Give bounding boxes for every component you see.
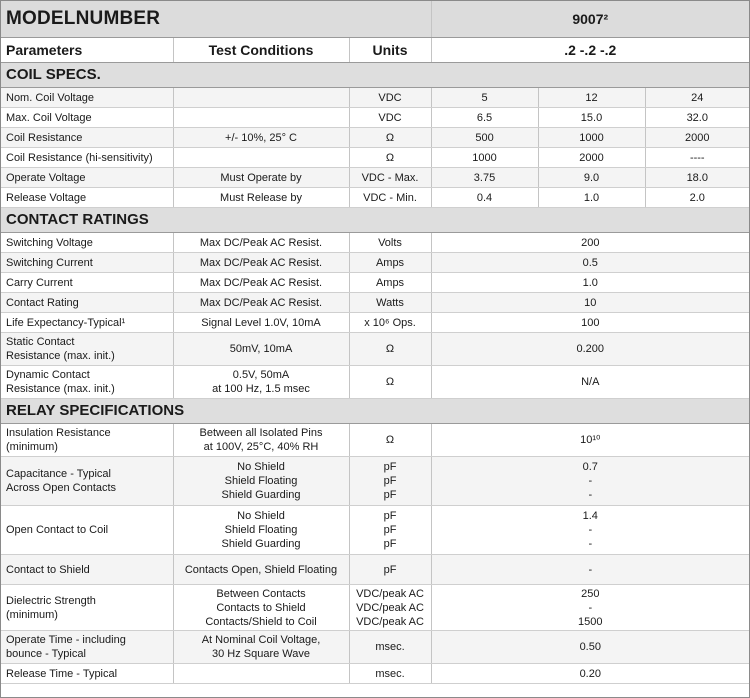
table-row xyxy=(1,188,749,208)
unit-cell xyxy=(349,273,431,293)
table-row xyxy=(1,585,749,631)
section-title: RELAY SPECIFICATIONS xyxy=(1,399,749,424)
model-number-label: MODELNUMBER xyxy=(1,1,431,38)
value-cell-v1-line: 1000 xyxy=(472,151,497,164)
condition-cell xyxy=(173,333,349,366)
value-cell xyxy=(431,631,749,664)
param-cell-line: Open Contact to Coil xyxy=(6,524,109,536)
value-cell xyxy=(431,273,749,293)
table-row xyxy=(1,233,749,253)
param-cell-line: Capacitance - Typical xyxy=(6,468,111,480)
value-cell-line: N/A xyxy=(581,376,600,388)
value-cell-v3-line: ---- xyxy=(689,151,705,164)
param-cell-line: Switching Current xyxy=(6,256,93,269)
table-row xyxy=(1,128,749,148)
table-row xyxy=(1,253,749,273)
value-cell-line: 1500 xyxy=(578,615,603,628)
unit-cell-line: VDC - Min. xyxy=(363,191,417,204)
value-cell-v3 xyxy=(645,188,749,208)
section-header-relay-specifications xyxy=(1,399,749,424)
condition-cell-line: Shield Guarding xyxy=(221,538,301,550)
param-cell-line: Contact Rating xyxy=(6,296,79,309)
value-cell-line: - xyxy=(588,475,593,487)
unit-cell xyxy=(349,188,431,208)
value-cell-line: 10 xyxy=(584,296,597,309)
param-cell-line: Dielectric Strength xyxy=(6,594,96,607)
value-cell-v3 xyxy=(645,148,749,168)
param-cell xyxy=(1,585,173,631)
unit-cell xyxy=(349,333,431,366)
condition-cell-line: 30 Hz Square Wave xyxy=(211,648,311,660)
value-cell xyxy=(431,293,749,313)
condition-cell-line: at 100 Hz, 1.5 msec xyxy=(212,383,310,395)
unit-cell xyxy=(349,88,431,108)
param-cell-line: Dynamic Contact xyxy=(6,369,90,381)
value-cell-line: - xyxy=(588,538,593,550)
param-cell-line: Coil Resistance xyxy=(6,131,83,144)
value-cell-v2 xyxy=(538,148,645,168)
condition-cell-line: Contacts/Shield to Coil xyxy=(205,615,317,628)
param-cell xyxy=(1,128,173,148)
param-cell-line: Nom. Coil Voltage xyxy=(6,91,95,104)
unit-cell-line: VDC - Max. xyxy=(361,171,419,184)
param-cell xyxy=(1,366,173,399)
value-cell-v2-line: 2000 xyxy=(579,151,604,164)
unit-cell xyxy=(349,506,431,555)
unit-cell-line: Ω xyxy=(385,343,395,355)
table-row xyxy=(1,424,749,457)
value-cell xyxy=(431,664,749,684)
value-cell-line: 0.50 xyxy=(579,641,601,653)
value-cell-line: 250 xyxy=(581,587,600,600)
param-cell xyxy=(1,664,173,684)
unit-cell-line: VDC xyxy=(378,91,402,104)
col-header-test-conditions: Test Conditions xyxy=(173,38,349,63)
param-cell-line: Across Open Contacts xyxy=(6,482,117,494)
condition-cell-line xyxy=(178,111,345,125)
condition-cell-line: Max DC/Peak AC Resist. xyxy=(199,296,323,309)
value-cell-v2-line: 1.0 xyxy=(583,191,600,204)
spec-table xyxy=(1,1,749,684)
value-cell-v2-line: 1000 xyxy=(579,131,604,144)
param-cell xyxy=(1,424,173,457)
value-cell-v1 xyxy=(431,148,538,168)
param-cell-line: Contact to Shield xyxy=(6,563,90,576)
column-header-row xyxy=(1,38,749,63)
param-cell-line: bounce - Typical xyxy=(6,648,86,660)
table-row xyxy=(1,313,749,333)
param-cell xyxy=(1,631,173,664)
param-cell-line: (minimum) xyxy=(6,441,58,453)
param-cell xyxy=(1,273,173,293)
param-cell xyxy=(1,333,173,366)
condition-cell xyxy=(173,88,349,108)
value-cell-line: 10¹⁰ xyxy=(580,434,601,446)
condition-cell xyxy=(173,631,349,664)
param-cell-line: Operate Time - including xyxy=(6,634,126,646)
value-cell-v3-line: 2000 xyxy=(685,131,710,144)
col-header-parameters: Parameters xyxy=(1,38,173,63)
param-cell-line: Switching Voltage xyxy=(6,236,93,249)
value-cell-line: 0.5 xyxy=(582,256,598,269)
model-number-value: 9007² xyxy=(431,1,749,38)
value-cell-v1-line: 0.4 xyxy=(476,191,493,204)
unit-cell-line: pF xyxy=(383,563,397,576)
value-cell-v2 xyxy=(538,128,645,148)
unit-cell xyxy=(349,664,431,684)
unit-cell-line: Ω xyxy=(385,434,395,446)
value-cell-v3 xyxy=(645,108,749,128)
unit-cell-line: VDC/peak AC xyxy=(356,615,424,628)
table-row xyxy=(1,273,749,293)
value-cell xyxy=(431,555,749,585)
value-cell-v2-line: 15.0 xyxy=(580,111,603,124)
unit-cell-line: VDC xyxy=(378,111,402,124)
value-cell xyxy=(431,313,749,333)
section-header-contact-ratings xyxy=(1,208,749,233)
unit-cell-line: Volts xyxy=(378,236,402,249)
condition-cell xyxy=(173,293,349,313)
value-cell-v3-line: 32.0 xyxy=(686,111,708,124)
condition-cell-line: Shield Floating xyxy=(224,475,298,487)
value-cell-v1 xyxy=(431,88,538,108)
unit-cell-line: Amps xyxy=(375,256,405,269)
condition-cell xyxy=(173,555,349,585)
unit-cell xyxy=(349,148,431,168)
param-cell xyxy=(1,313,173,333)
condition-cell-line: +/- 10%, 25° C xyxy=(225,131,297,144)
value-cell-line: 1.0 xyxy=(582,276,598,289)
condition-cell-line: Shield Guarding xyxy=(221,489,301,501)
value-cell-line: 1.4 xyxy=(582,510,598,522)
param-cell xyxy=(1,168,173,188)
condition-cell xyxy=(173,457,349,506)
param-cell xyxy=(1,108,173,128)
condition-cell xyxy=(173,188,349,208)
value-cell-v2 xyxy=(538,108,645,128)
value-cell-v3 xyxy=(645,168,749,188)
condition-cell-line: Contacts Open, Shield Floating xyxy=(184,563,338,576)
value-cell-v1-line: 6.5 xyxy=(476,111,493,124)
table-row xyxy=(1,333,749,366)
unit-cell-line: Ω xyxy=(385,131,395,144)
param-cell-line: Operate Voltage xyxy=(6,171,86,184)
condition-cell xyxy=(173,313,349,333)
table-row xyxy=(1,664,749,684)
table-row xyxy=(1,168,749,188)
param-cell-line: (minimum) xyxy=(6,608,58,621)
table-row xyxy=(1,506,749,555)
unit-cell xyxy=(349,293,431,313)
condition-cell xyxy=(173,253,349,273)
value-cell-line: 200 xyxy=(581,236,600,249)
value-cell-v3-line: 18.0 xyxy=(686,171,708,184)
param-cell-line: Release Voltage xyxy=(6,191,87,204)
unit-cell xyxy=(349,555,431,585)
condition-cell-line: 50mV, 10mA xyxy=(229,343,293,355)
condition-cell xyxy=(173,273,349,293)
value-cell xyxy=(431,457,749,506)
unit-cell-line: msec. xyxy=(375,641,405,653)
unit-cell xyxy=(349,253,431,273)
table-row xyxy=(1,148,749,168)
table-row xyxy=(1,555,749,585)
value-cell-v3-line: 24 xyxy=(691,91,704,104)
value-cell-v2 xyxy=(538,188,645,208)
condition-cell-line: 0.5V, 50mA xyxy=(232,369,290,381)
param-cell xyxy=(1,506,173,555)
condition-cell-line: Contacts to Shield xyxy=(216,601,306,614)
value-cell-line: 0.200 xyxy=(576,343,605,355)
condition-cell xyxy=(173,168,349,188)
value-cell-v2-line: 9.0 xyxy=(583,171,600,184)
unit-cell xyxy=(349,108,431,128)
table-row xyxy=(1,108,749,128)
condition-cell-line: Signal Level 1.0V, 10mA xyxy=(201,316,321,329)
param-cell xyxy=(1,233,173,253)
section-header-coil-specs xyxy=(1,63,749,88)
param-cell xyxy=(1,148,173,168)
table-row xyxy=(1,457,749,506)
value-cell xyxy=(431,585,749,631)
param-cell-line: Resistance (max. init.) xyxy=(6,350,115,362)
condition-cell-line: Max DC/Peak AC Resist. xyxy=(199,256,323,269)
unit-cell-line: Watts xyxy=(376,296,404,309)
param-cell-line: Life Expectancy-Typical¹ xyxy=(6,316,126,329)
unit-cell-line: pF xyxy=(383,475,397,487)
section-title: CONTACT RATINGS xyxy=(1,208,749,233)
value-cell xyxy=(431,333,749,366)
col-header-units: Units xyxy=(349,38,431,63)
condition-cell-line: Must Operate by xyxy=(220,171,302,184)
param-cell xyxy=(1,293,173,313)
condition-cell xyxy=(173,366,349,399)
table-row xyxy=(1,293,749,313)
table-row xyxy=(1,88,749,108)
param-cell-line: Coil Resistance (hi-sensitivity) xyxy=(6,151,153,164)
unit-cell-line: msec. xyxy=(375,667,405,680)
param-cell xyxy=(1,555,173,585)
unit-cell xyxy=(349,168,431,188)
condition-cell xyxy=(173,664,349,684)
value-cell-v2 xyxy=(538,88,645,108)
unit-cell-line: Ω xyxy=(385,376,395,388)
condition-cell xyxy=(173,128,349,148)
value-cell-v1 xyxy=(431,108,538,128)
value-cell-v1 xyxy=(431,128,538,148)
section-title: COIL SPECS. xyxy=(1,63,749,88)
value-cell xyxy=(431,424,749,457)
unit-cell xyxy=(349,424,431,457)
value-cell xyxy=(431,506,749,555)
value-cell-line: 0.7 xyxy=(582,461,598,473)
condition-cell-line: No Shield xyxy=(237,510,285,522)
value-cell xyxy=(431,233,749,253)
value-cell-v2 xyxy=(538,168,645,188)
param-cell xyxy=(1,253,173,273)
condition-cell xyxy=(173,424,349,457)
param-cell xyxy=(1,457,173,506)
unit-cell-line: pF xyxy=(383,510,397,522)
unit-cell xyxy=(349,313,431,333)
param-cell-line: Max. Coil Voltage xyxy=(6,111,92,124)
condition-cell xyxy=(173,585,349,631)
value-cell-v1-line: 3.75 xyxy=(473,171,496,184)
unit-cell xyxy=(349,631,431,664)
unit-cell-line: pF xyxy=(383,489,397,501)
table-row xyxy=(1,366,749,399)
unit-cell-line: pF xyxy=(383,538,397,550)
value-cell-v2-line: 12 xyxy=(585,91,598,104)
value-cell-v3-line: 2.0 xyxy=(689,191,705,204)
condition-cell-line: Shield Floating xyxy=(224,524,298,536)
value-cell-line: 0.20 xyxy=(579,667,601,680)
param-cell-line: Static Contact xyxy=(6,336,75,348)
condition-cell-line: No Shield xyxy=(237,461,285,473)
param-cell-line: Release Time - Typical xyxy=(6,667,118,680)
param-cell xyxy=(1,88,173,108)
unit-cell xyxy=(349,585,431,631)
unit-cell xyxy=(349,457,431,506)
param-cell-line: Insulation Resistance xyxy=(6,427,111,439)
value-cell-line: - xyxy=(588,563,593,576)
value-cell-line: - xyxy=(588,601,593,614)
value-cell-line: - xyxy=(588,524,593,536)
unit-cell xyxy=(349,366,431,399)
value-cell-v1-line: 5 xyxy=(481,91,488,104)
unit-cell-line: VDC/peak AC xyxy=(356,587,424,600)
condition-cell-line: at 100V, 25°C, 40% RH xyxy=(203,441,319,453)
value-cell-v3 xyxy=(645,128,749,148)
value-cell-v1 xyxy=(431,188,538,208)
condition-cell-line: Must Release by xyxy=(220,191,302,204)
value-cell-v1 xyxy=(431,168,538,188)
condition-cell-line: Between all Isolated Pins xyxy=(199,427,323,439)
param-cell-line: Carry Current xyxy=(6,276,73,289)
condition-cell-line: At Nominal Coil Voltage, xyxy=(201,634,321,646)
value-cell-v1-line: 500 xyxy=(475,131,494,144)
param-cell xyxy=(1,188,173,208)
condition-cell-line: Max DC/Peak AC Resist. xyxy=(199,276,323,289)
unit-cell-line: VDC/peak AC xyxy=(356,601,424,614)
condition-cell xyxy=(173,108,349,128)
condition-cell-line: Between Contacts xyxy=(216,587,306,600)
condition-cell xyxy=(173,233,349,253)
model-header-row xyxy=(1,1,749,38)
unit-cell xyxy=(349,233,431,253)
unit-cell-line: Amps xyxy=(375,276,405,289)
condition-cell-line: Max DC/Peak AC Resist. xyxy=(199,236,323,249)
value-cell xyxy=(431,366,749,399)
unit-cell-line: x 10⁶ Ops. xyxy=(364,316,416,329)
value-cell-v3 xyxy=(645,88,749,108)
condition-cell-line xyxy=(178,91,345,105)
unit-cell-line: pF xyxy=(383,524,397,536)
unit-cell xyxy=(349,128,431,148)
table-row xyxy=(1,631,749,664)
param-cell-line: Resistance (max. init.) xyxy=(6,383,115,395)
unit-cell-line: pF xyxy=(383,461,397,473)
value-cell xyxy=(431,253,749,273)
condition-cell-line xyxy=(178,667,345,681)
condition-cell xyxy=(173,148,349,168)
unit-cell-line: Ω xyxy=(385,151,395,164)
value-cell-line: - xyxy=(588,489,593,501)
col-header-variants: .2 -.2 -.2 xyxy=(431,38,749,63)
value-cell-line: 100 xyxy=(581,316,600,329)
condition-cell xyxy=(173,506,349,555)
condition-cell-line xyxy=(178,151,345,165)
